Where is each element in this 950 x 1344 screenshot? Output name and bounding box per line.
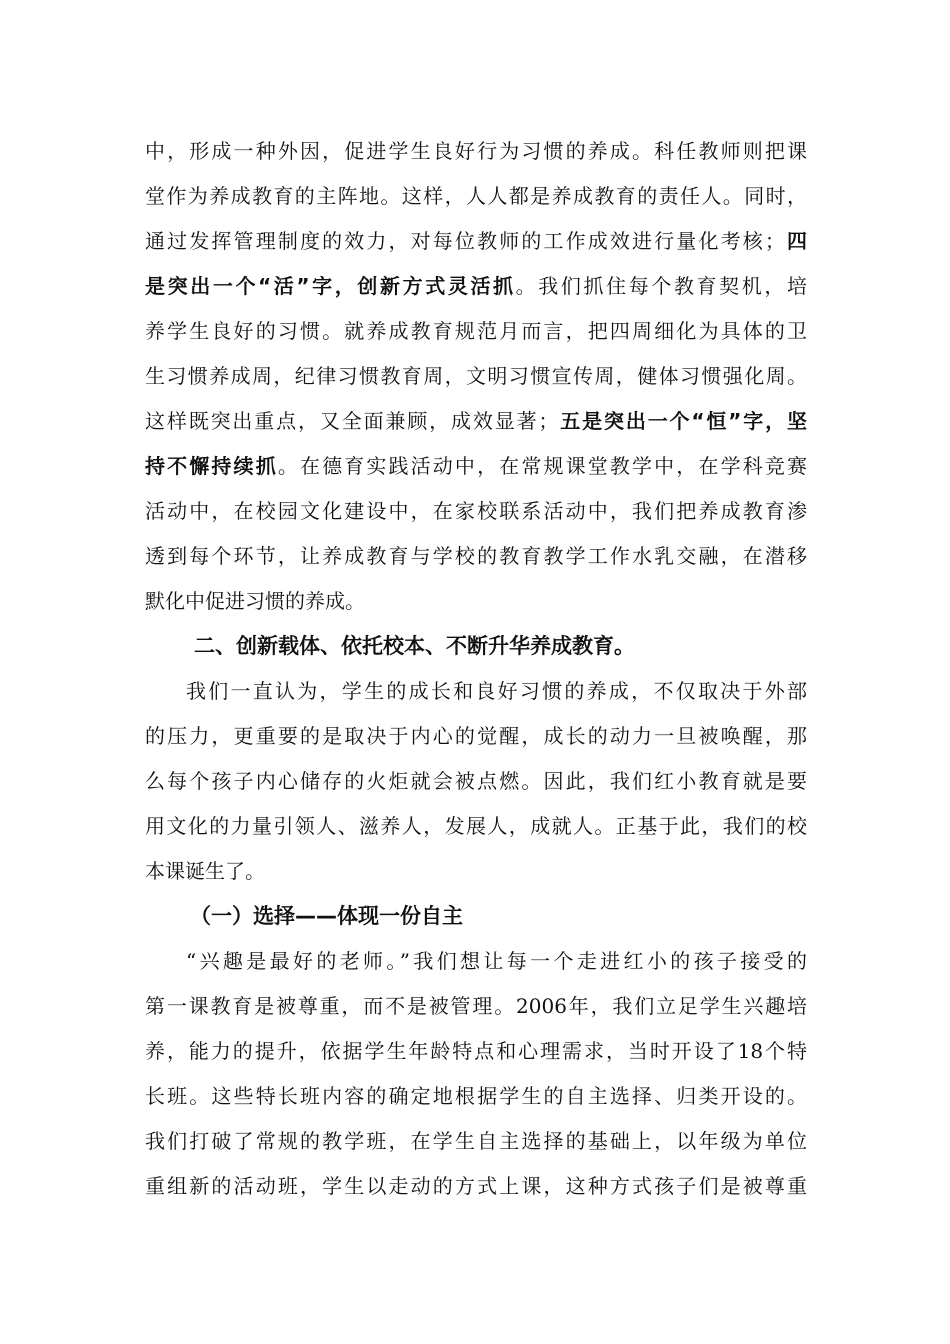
paragraph-line-3 bbox=[145, 223, 807, 259]
text-run: 养，能力的提升，依据学生年龄特点和心理需求，当时开设了18个特 bbox=[145, 1039, 807, 1063]
text-run: 用文化的力量引领人、滋养人，发展人，成就人。正基于此，我们的校 bbox=[145, 814, 807, 838]
text-run: 。我们抓住每个教育契机，培 bbox=[515, 274, 807, 298]
text-run: 透到每个环节，让养成教育与学校的教育教学工作水乳交融，在潜移 bbox=[145, 544, 807, 568]
heading-text: （一）选择——体现一份自主 bbox=[190, 904, 463, 928]
paragraph-line-6 bbox=[145, 358, 807, 394]
paragraph-line-5 bbox=[145, 313, 807, 349]
paragraph-line-10 bbox=[145, 538, 807, 574]
paragraph-line-11 bbox=[145, 583, 807, 619]
paragraph-line-14 bbox=[145, 718, 807, 754]
text-run: 么每个孩子内心储存的火炬就会被点燃。因此，我们红小教育就是要 bbox=[145, 769, 807, 793]
paragraph-line-1 bbox=[145, 133, 807, 169]
text-run: 生习惯养成周，纪律习惯教育周，文明习惯宣传周，健体习惯强化周。 bbox=[145, 364, 807, 388]
paragraph-line-22 bbox=[145, 1078, 807, 1114]
paragraph-line-4 bbox=[145, 268, 807, 304]
text-run: 重组新的活动班，学生以走动的方式上课，这种方式孩子们是被尊重 bbox=[145, 1174, 807, 1198]
paragraph-line-17 bbox=[145, 853, 807, 889]
section-heading bbox=[194, 628, 807, 664]
paragraph-line-2 bbox=[145, 178, 807, 214]
paragraph-line-23 bbox=[145, 1123, 807, 1159]
bold-text-run: 是突出一个“活”字，创新方式灵活抓 bbox=[145, 274, 516, 298]
text-run: 养学生良好的习惯。就养成教育规范月而言，把四周细化为具体的卫 bbox=[145, 319, 807, 343]
bold-text-run: 持不懈持续抓 bbox=[145, 454, 278, 478]
text-run: 中，形成一种外因，促进学生良好行为习惯的养成。科任教师则把课 bbox=[145, 139, 807, 163]
text-run: 我们一直认为，学生的成长和良好习惯的养成，不仅取决于外部 bbox=[186, 679, 807, 703]
paragraph-line-24 bbox=[145, 1168, 807, 1204]
text-run: 活动中，在校园文化建设中，在家校联系活动中，我们把养成教育渗 bbox=[145, 499, 807, 523]
text-run: 默化中促进习惯的养成。 bbox=[145, 589, 365, 613]
text-run: “兴趣是最好的老师。”我们想让每一个走进红小的孩子接受的 bbox=[186, 949, 807, 973]
paragraph-line-21 bbox=[145, 1033, 807, 1069]
text-run: 我们打破了常规的教学班，在学生自主选择的基础上，以年级为单位 bbox=[145, 1129, 807, 1153]
text-run: 长班。这些特长班内容的确定地根据学生的自主选择、归类开设的。 bbox=[145, 1084, 807, 1108]
bold-text-run: 五是突出一个“恒”字，坚 bbox=[558, 409, 807, 433]
paragraph-line-8 bbox=[145, 448, 807, 484]
subsection-heading bbox=[190, 898, 807, 934]
text-run: 。在德育实践活动中，在常规课堂教学中，在学科竞赛 bbox=[277, 454, 808, 478]
paragraph-line-16 bbox=[145, 808, 807, 844]
paragraph-line-7 bbox=[145, 403, 807, 439]
text-run: 第一课教育是被尊重，而不是被管理。2006年，我们立足学生兴趣培 bbox=[145, 994, 807, 1018]
text-run: 这样既突出重点，又全面兼顾，成效显著； bbox=[145, 409, 559, 433]
heading-text: 二、创新载体、依托校本、不断升华养成教育。 bbox=[194, 634, 635, 658]
paragraph-line-20 bbox=[145, 988, 807, 1024]
bold-text-run: 四 bbox=[784, 229, 808, 253]
paragraph-line-15 bbox=[145, 763, 807, 799]
paragraph-line-9 bbox=[145, 493, 807, 529]
paragraph-line-19 bbox=[186, 943, 807, 979]
text-run: 的压力，更重要的是取决于内心的觉醒，成长的动力一旦被唤醒，那 bbox=[145, 724, 807, 748]
text-run: 通过发挥管理制度的效力，对每位教师的工作成效进行量化考核； bbox=[145, 229, 785, 253]
text-run: 本课诞生了。 bbox=[145, 859, 265, 883]
text-run: 堂作为养成教育的主阵地。这样，人人都是养成教育的责任人。同时， bbox=[145, 184, 807, 208]
paragraph-line-13 bbox=[186, 673, 807, 709]
